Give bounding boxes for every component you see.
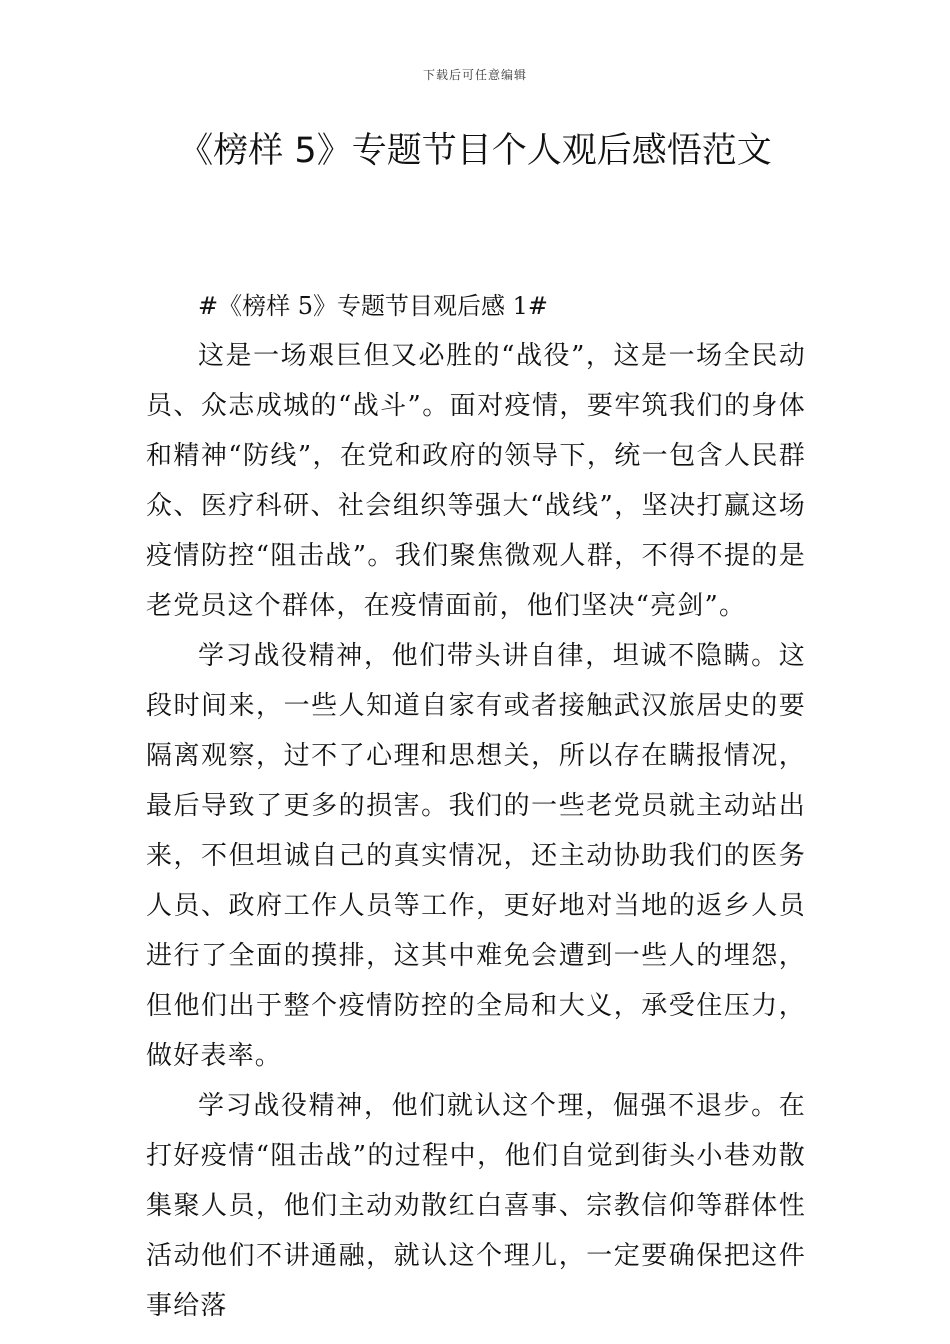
body-paragraph-1: 这是一场艰巨但又必胜的“战役”，这是一场全民动员、众志成城的“战斗”。面对疫情，要牢筑我们的身体和精神“防线”，在党和政府的领导下，统一包含人民群众、医疗科研、社会组织等强大“战线”，坚决打赢这场疫情防控“阻击战”。我们聚焦微观人群，不得不提的是老党员这个群体，在疫情面前，他们坚决“亮剑”。: [146, 341, 806, 621]
body-paragraph-3: 学习战役精神，他们就认这个理，倔强不退步。在打好疫情“阻击战”的过程中，他们自觉到街头小巷劝散集聚人员，他们主动劝散红白喜事、宗教信仰等群体性活动他们不讲通融，就认这个理儿，一定要确保把这件事给落: [146, 1091, 806, 1321]
body-paragraph-2: 学习战役精神，他们带头讲自律，坦诚不隐瞒。这段时间来，一些人知道自家有或者接触武汉旅居史的要隔离观察，过不了心理和思想关，所以存在瞒报情况，最后导致了更多的损害。我们的一些老党员就主动站出来，不但坦诚自己的真实情况，还主动协助我们的医务人员、政府工作人员等工作，更好地对当地的返乡人员进行了全面的摸排，这其中难免会遭到一些人的埋怨，但他们出于整个疫情防控的全局和大义，承受住压力，做好表率。: [146, 641, 806, 1071]
document-body: [146, 281, 806, 1331]
document-title: 《榜样 5》专题节目个人观后感悟范文: [178, 131, 772, 171]
section-subheading: #《榜样 5》专题节目观后感 1#: [198, 292, 549, 320]
header-note: 下载后可任意编辑: [422, 68, 527, 82]
